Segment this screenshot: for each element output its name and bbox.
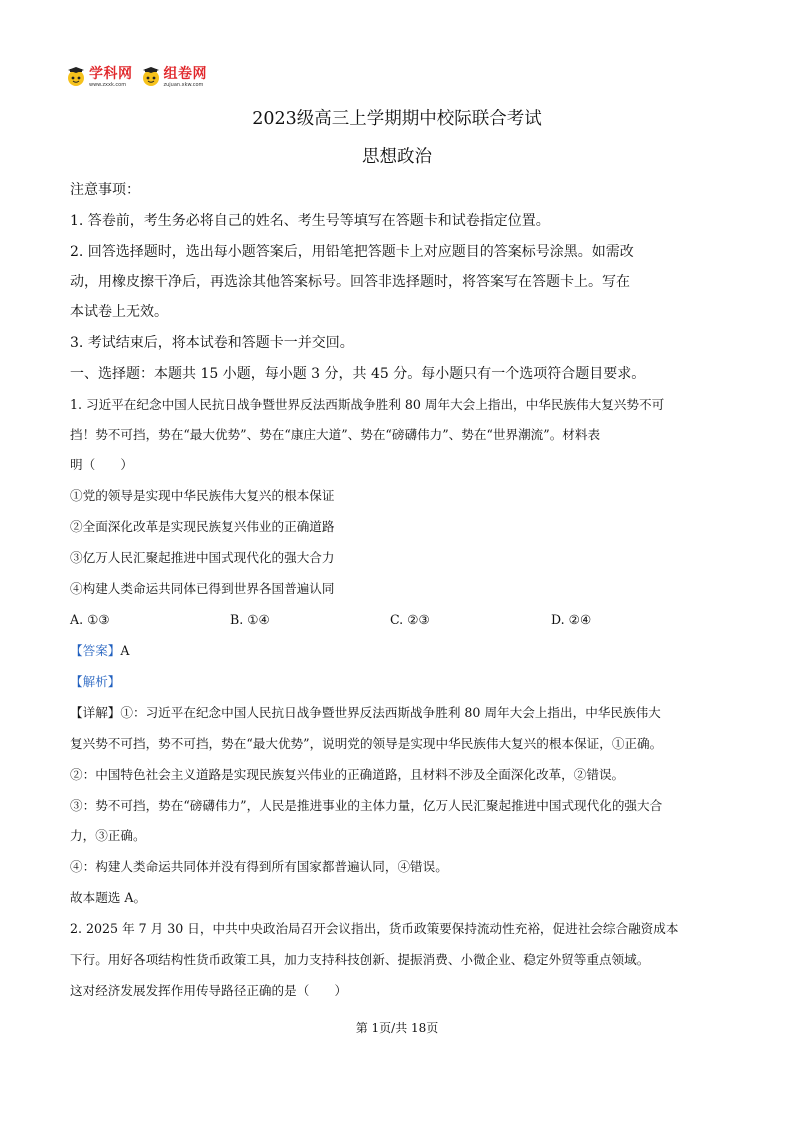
q1-option-c: C. ②③ — [390, 612, 430, 627]
detail-text: ①：习近平在纪念中国人民抗日战争暨世界反法西斯战争胜利 80 周年大会上指出，中华民族伟大 — [120, 705, 661, 720]
detail-tag: 【详解】 — [70, 705, 121, 720]
notice-item-3: 3. 考试结束后，将本试卷和答题卡一并交回。 — [70, 335, 354, 351]
q1-option-d: D. ②④ — [551, 612, 592, 627]
mascot-icon — [141, 67, 161, 87]
exam-subject: 思想政治 — [362, 147, 432, 167]
q1-detail-3-line-2: 力，③正确。 — [70, 828, 146, 843]
q2-stem-line-3: 这对经济发展发挥作用传导路径正确的是（ ） — [70, 983, 348, 998]
q1-detail-4: ④：构建人类命运共同体并没有得到所有国家都普遍认同，④错误。 — [70, 859, 448, 874]
zujuan-logo — [141, 62, 208, 92]
logo-name: 学科网 — [89, 65, 133, 82]
q2-stem-line-1: 2. 2025 年 7 月 30 日，中共中央政治局召开会议指出，货币政策要保持流动性充裕，促进社会综合融资成本 — [70, 921, 679, 936]
notice-item-2-line-2: 动，用橡皮擦干净后，再选涂其他答案标号。回答非选择题时，将答案写在答题卡上。写在 — [70, 274, 630, 290]
q1-statement-1: ①党的领导是实现中华民族伟大复兴的根本保证 — [70, 488, 335, 503]
notice-item-2-line-3: 本试卷上无效。 — [70, 304, 168, 320]
notice-item-2-line-1: 2. 回答选择题时，选出每小题答案后，用铅笔把答题卡上对应题目的答案标号涂黑。如需改 — [70, 244, 634, 260]
q1-stem-line-1: 1. 习近平在纪念中国人民抗日战争暨世界反法西斯战争胜利 80 周年大会上指出，中华民族伟大复兴势不可 — [70, 397, 665, 412]
q1-detail-1-line-2: 复兴势不可挡，势不可挡，势在“最大优势”，说明党的领导是实现中华民族伟大复兴的根本保证，①正确。 — [70, 736, 663, 751]
q2-stem-line-2: 下行。用好各项结构性货币政策工具，加力支持科技创新、提振消费、小微企业、稳定外贸等重点领域。 — [70, 952, 650, 967]
header-logos — [66, 62, 207, 92]
q1-stem-line-3: 明（ ） — [70, 457, 133, 472]
logo-url: www.zxxk.com — [89, 81, 127, 88]
q1-conclusion: 故本题选 A。 — [70, 890, 147, 905]
q1-detail-1-line-1 — [70, 703, 730, 723]
q1-detail-2: ②：中国特色社会主义道路是实现民族复兴伟业的正确道路，且材料不涉及全面深化改革，②错误。 — [70, 767, 625, 782]
answer-tag: 【答案】 — [70, 643, 121, 658]
notice-heading: 注意事项： — [70, 182, 140, 198]
exam-title: 2023级高三上学期期中校际联合考试 — [252, 109, 542, 129]
page-number: 第 1页/共 18页 — [355, 1021, 439, 1035]
q1-option-b: B. ①④ — [230, 612, 270, 627]
q1-analysis-heading — [70, 672, 730, 692]
q1-stem-line-2: 挡！势不可挡，势在“最大优势”、势在“康庄大道”、势在“磅礴伟力”、势在“世界潮流”。材料表 — [70, 427, 601, 442]
logo-name: 组卷网 — [163, 65, 207, 82]
answer-value: A — [120, 643, 130, 658]
analysis-tag: 【解析】 — [70, 674, 121, 689]
q1-option-a: A. ①③ — [70, 612, 110, 627]
q1-statement-2: ②全面深化改革是实现民族复兴伟业的正确道路 — [70, 519, 335, 534]
zxxk-logo — [66, 62, 133, 92]
q1-answer — [70, 641, 730, 661]
q1-detail-3-line-1: ③：势不可挡，势在“磅礴伟力”，人民是推进事业的主体力量，亿万人民汇聚起推进中国式现代化的强大合 — [70, 798, 663, 813]
q1-statement-4: ④构建人类命运共同体已得到世界各国普遍认同 — [70, 581, 335, 596]
notice-item-1: 1. 答卷前，考生务必将自己的姓名、考生号等填写在答题卡和试卷指定位置。 — [70, 213, 550, 229]
section-heading: 一、选择题：本题共 15 小题，每小题 3 分，共 45 分。每小题只有一个选项符合题目要求。 — [70, 366, 646, 382]
q1-statement-3: ③亿万人民汇聚起推进中国式现代化的强大合力 — [70, 550, 335, 565]
mascot-icon — [66, 67, 86, 87]
logo-url: zujuan.xkw.com — [163, 81, 204, 88]
